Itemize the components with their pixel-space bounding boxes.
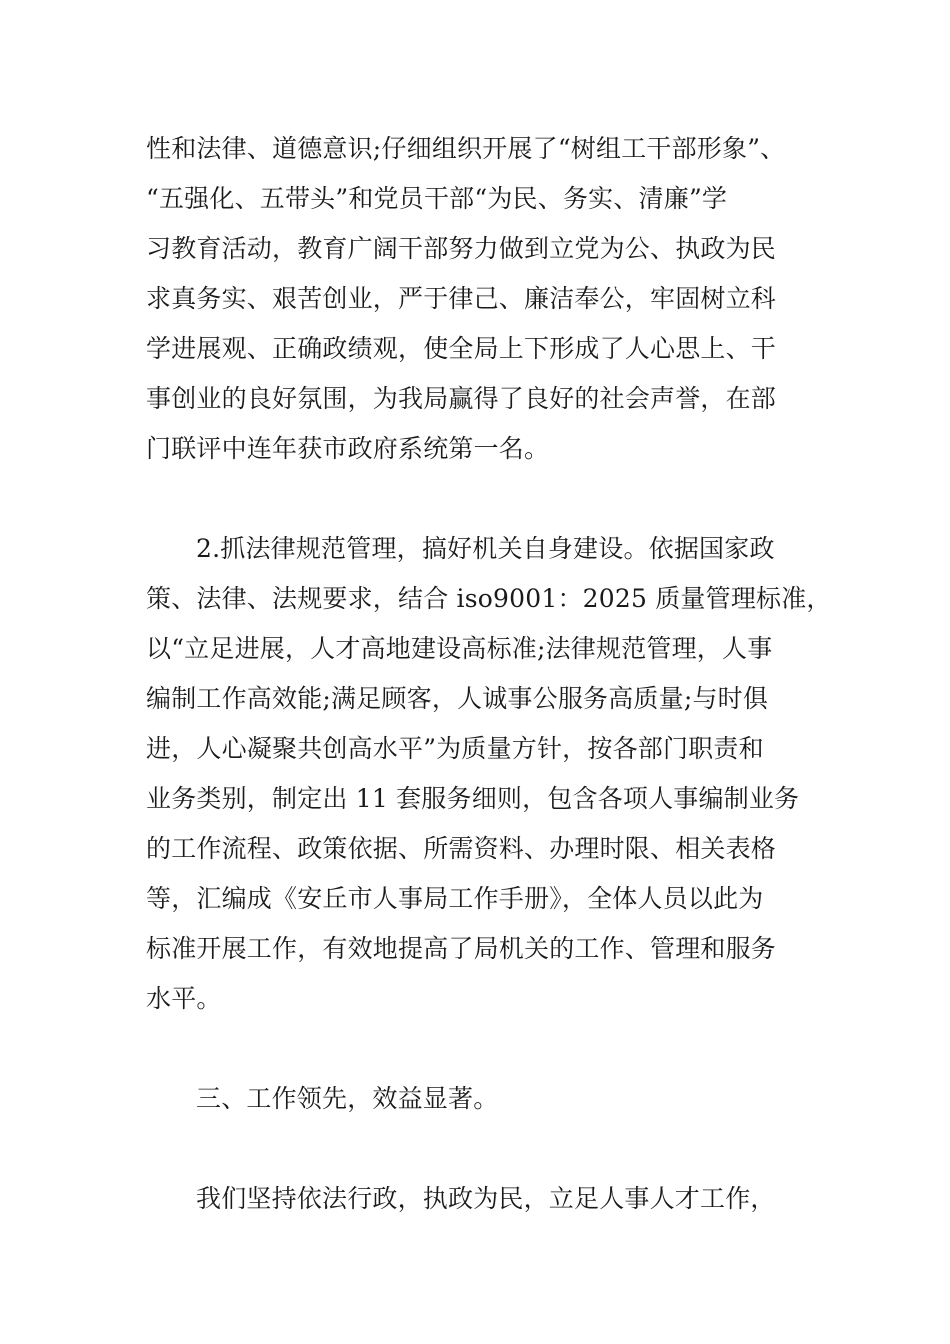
paragraph-line: 习教育活动，教育广阔干部努力做到立党为公、执政为民 [146, 234, 777, 263]
paragraph-line: 进，人心凝聚共创高水平”为质量方针，按各部门职责和 [146, 734, 764, 763]
paragraph-first-line: 2.抓法律规范管理，搞好机关自身建设。依据国家政 [196, 534, 775, 563]
paragraph-line: 门联评中连年获市政府系统第一名。 [146, 434, 550, 463]
paragraph-line: 业务类别，制定出 11 套服务细则，包含各项人事编制业务 [146, 784, 800, 813]
paragraph-line: 的工作流程、政策依据、所需资料、办理时限、相关表格 [146, 834, 777, 863]
paragraph-line: 等，汇编成《安丘市人事局工作手册》，全体人员以此为 [146, 884, 764, 913]
paragraph-line: 标准开展工作，有效地提高了局机关的工作、管理和服务 [146, 934, 777, 963]
paragraph-line: 水平。 [146, 984, 222, 1013]
paragraph-line: “五强化、五带头”和党员干部“为民、务实、清廉”学 [146, 184, 728, 213]
paragraph-line: 性和法律、道德意识;仔细组织开展了“树组工干部形象”、 [146, 134, 786, 163]
paragraph-line: 事创业的良好氛围，为我局赢得了良好的社会声誉，在部 [146, 384, 777, 413]
section-heading: 三、工作领先，效益显著。 [196, 1084, 499, 1113]
paragraph-first-line: 我们坚持依法行政，执政为民，立足人事人才工作， [196, 1184, 776, 1213]
paragraph-line: 策、法律、法规要求，结合 iso9001：2025 质量管理标准， [146, 584, 832, 613]
paragraph-line: 编制工作高效能;满足顾客，人诚事公服务高质量;与时俱 [146, 684, 769, 713]
paragraph-line: 学进展观、正确政绩观，使全局上下形成了人心思上、干 [146, 334, 777, 363]
paragraph-line: 以“立足进展，人才高地建设高标准;法律规范管理，人事 [146, 634, 773, 663]
paragraph-line: 求真务实、艰苦创业，严于律己、廉洁奉公，牢固树立科 [146, 284, 777, 313]
